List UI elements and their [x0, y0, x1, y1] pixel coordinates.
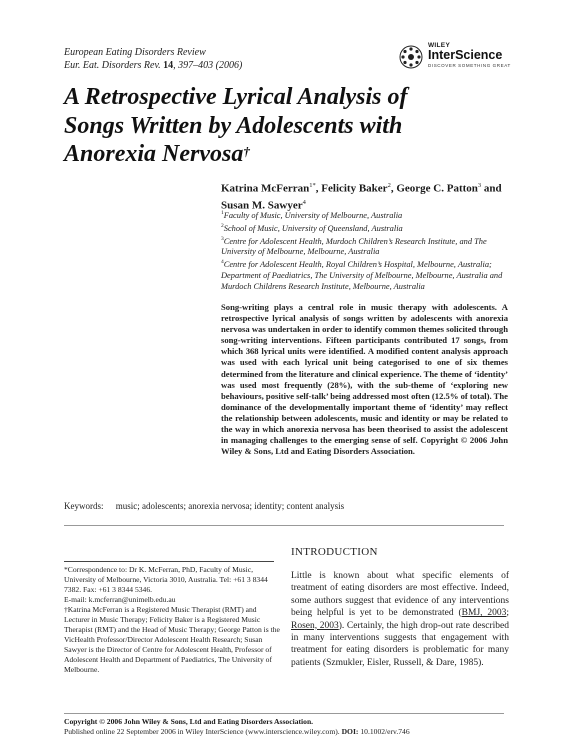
- copyright-line: Copyright © 2006 John Wiley & Sons, Ltd and Eating Disorders Association.: [64, 717, 314, 726]
- logo-tagline: DISCOVER SOMETHING GREAT: [428, 63, 511, 68]
- keywords-label: Keywords:: [64, 501, 104, 511]
- journal-citation: [64, 46, 242, 72]
- introduction-text: [291, 570, 509, 669]
- logo-brand-text: InterScience: [428, 48, 503, 62]
- affiliation-text: Centre for Adolescent Health, Murdoch Children’s Research Institute, and The University of Melbourne, Melbourne, Australia: [221, 236, 487, 257]
- affiliation-sup: 1: [221, 210, 224, 216]
- author-name: Katrina McFerran: [221, 182, 310, 195]
- globe-icon: [398, 44, 424, 70]
- intro-text-separator: ;: [506, 608, 510, 619]
- title-line-1: A Retrospective Lyrical Analysis of: [64, 84, 408, 110]
- title-line-2: Songs Written by Adolescents with: [64, 112, 403, 139]
- footer-divider: [64, 713, 504, 714]
- affiliations: [221, 208, 521, 292]
- keywords-list: music; adolescents; anorexia nervosa; identity; content analysis: [115, 501, 345, 511]
- affiliation-item: [221, 221, 521, 234]
- author-sup: 2: [387, 182, 391, 189]
- intro-text-part: Little is known about what specific elements of treatment of eating disorders are most effective. Indeed, some authors suggest that evidence of any interventions being helpful is yet to be demonstrated (: [291, 571, 509, 619]
- published-text: Published online 22 September 2006 in Wiley InterScience (www.interscience.wiley.com).: [64, 727, 340, 736]
- footnote: [64, 565, 282, 675]
- logo-wiley-text: WILEY: [428, 42, 451, 49]
- affiliation-item: [221, 234, 521, 258]
- doi-label: DOI:: [341, 727, 359, 736]
- email-link[interactable]: E-mail: k.mcferran@unimelb.edu.au: [64, 595, 176, 604]
- introduction-heading: INTRODUCTION: [291, 546, 378, 558]
- affiliation-item: [221, 208, 521, 221]
- reference-link-rosen[interactable]: Rosen, 2003: [291, 620, 339, 631]
- author-sup: 4: [302, 198, 306, 206]
- reference-link-bmj[interactable]: BMJ, 2003: [461, 608, 507, 619]
- affiliation-text: Faculty of Music, University of Melbourne, Australia: [223, 210, 403, 220]
- intro-text-part: ). Certainly, the high drop-out rate described in many interventions suggests that engagement with treatment for eating disorders is problematic for many patients (Szmukler, Eisler, Russell, & Dare, 1985).: [291, 620, 509, 668]
- published-line: [64, 727, 524, 737]
- affiliation-sup: 3: [221, 235, 224, 242]
- keywords: [64, 500, 514, 512]
- divider: [64, 525, 504, 526]
- author-sup: 1*: [309, 182, 316, 189]
- author-list: Katrina McFerran$^{1*}$, Felicity Baker$^2$, George C. Patton$^3$ and Susan M. Sawyer$^4$: [221, 182, 502, 212]
- author-bio-note: †Katrina McFerran is a Registered Music Therapist (RMT) and Lecturer in Music Therapy; Felicity Baker is a Registered Music Therapist (RMT) and the Head of Music Therapy; George Patton is the VicHealth Professor/Director Adolescent Health Research; Susan Sawyer is the Director of Centre for Adolescent Health, Professor of Adolescent Health and Department of Paediatrics, The University of Melbourne.: [64, 605, 280, 674]
- affiliation-text: School of Music, University of Queensland, Australia: [223, 223, 403, 233]
- wiley-interscience-logo: [398, 42, 518, 78]
- affiliation-text: Centre for Adolescent Health, Royal Children’s Hospital, Melbourne, Australia; Department of Paediatrics, The University of Melbourne, Melbourne, Australia and Murdoch Childrens Research Institute, Melbourne, Australia: [221, 260, 503, 292]
- author-name: Felicity Baker: [321, 182, 388, 195]
- title-line-3: Anorexia Nervosa: [64, 141, 244, 167]
- footnote-divider: [64, 561, 274, 562]
- journal-name: European Eating Disorders Review: [64, 47, 206, 58]
- doi-link[interactable]: 10.1002/erv.746: [360, 727, 410, 736]
- author-sup: 3: [477, 182, 482, 189]
- affiliation-sup: 2: [221, 222, 224, 229]
- correspondence-note: *Correspondence to: Dr K. McFerran, PhD, Faculty of Music, University of Melbourne, Victoria 3010, Australia. Tel: +61 3 8344 7382. Fax: +61 3 8344 5346.: [64, 565, 268, 594]
- author-name: Susan M. Sawyer: [221, 199, 303, 212]
- citation-volume: 14: [163, 60, 174, 71]
- author-name: George C. Patton: [396, 182, 478, 195]
- abstract: Song-writing plays a central role in music therapy with adolescents. A retrospective lyrical analysis of songs written by adolescents with anorexia nervosa was undertaken in order to identify common themes solicited through song-writing interventions. Fifteen participants contributed 17 songs, from which 368 lyrical units were identified. A modified content analysis approach was used with each lyrical unit being categorised to one of six themes determined from the literature and clinical experience. The theme of ‘identity’ was used most frequently (28%), with the sub-theme of ‘exploring new behaviours, positive self-talk’ being addressed most often (12.5% of total). The dominance of the developmentally important theme of ‘identity’ may reflect the relationship between adolescents, music and identity or may be related to the way in which anorexia nervosa has been theorised to assist the adolescent in managing challenges to the emerging sense of self. Copyright © 2006 John Wiley & Sons, Ltd and Eating Disorders Association.: [221, 302, 508, 457]
- affiliation-sup: 4: [221, 259, 224, 266]
- article-title: [64, 83, 514, 169]
- title-mark: †: [243, 144, 250, 159]
- affiliation-item: [221, 257, 521, 292]
- citation-rest: , 397–403 (2006): [173, 60, 243, 71]
- citation-prefix: Eur. Eat. Disorders Rev.: [64, 60, 161, 71]
